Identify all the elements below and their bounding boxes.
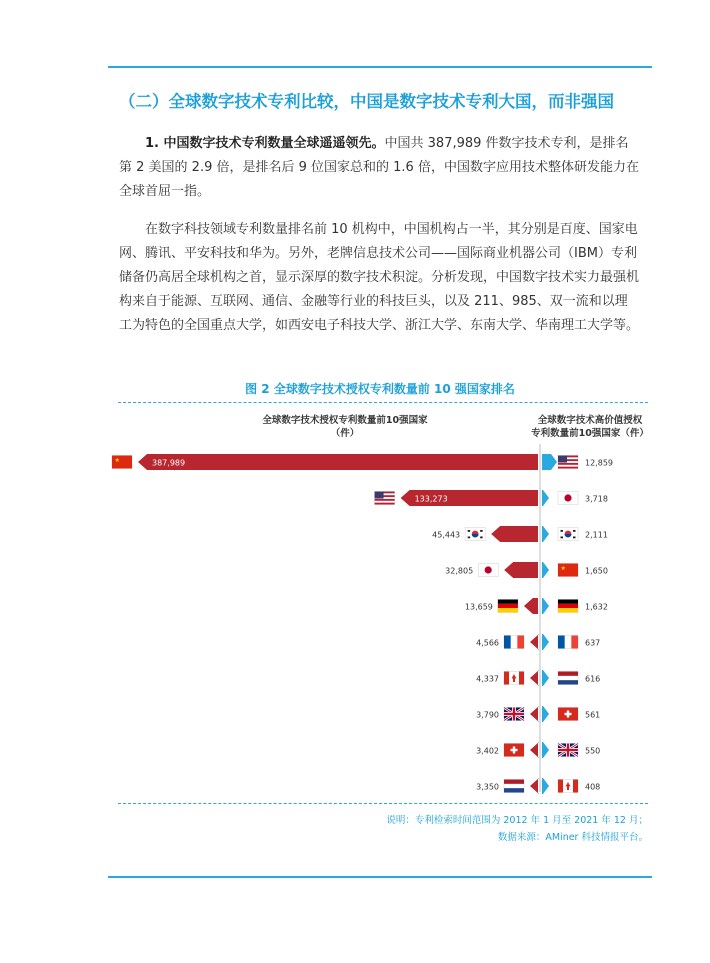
right-bar-row — [542, 670, 600, 686]
figure-top-dashed-line — [118, 402, 648, 403]
left-bar — [530, 634, 539, 650]
flag-gb-icon — [504, 708, 524, 721]
flag-kr-icon — [465, 528, 485, 541]
right-bar-row — [542, 454, 613, 470]
section-heading: （二）全球数字技术专利比较，中国是数字技术专利大国，而非强国 — [119, 92, 614, 111]
right-bar-row — [542, 778, 600, 794]
flag-cn-icon — [558, 564, 578, 577]
right-bar-value-label: 550 — [585, 746, 601, 756]
flag-kr-icon — [558, 528, 578, 541]
right-bar — [542, 490, 549, 506]
left-bar-value-label: 13,659 — [464, 602, 493, 612]
patent-ranking-chart — [0, 440, 710, 800]
right-bar-row — [542, 562, 608, 578]
figure-title: 图 2 全球数字技术授权专利数量前 10 强国家排名 — [245, 382, 515, 396]
left-bar-value-label: 4,566 — [476, 638, 499, 648]
right-bar-row — [542, 634, 600, 650]
right-column-header-line1: 全球数字技术高价值授权 — [537, 415, 643, 426]
right-bar — [542, 706, 549, 722]
right-bar-value-label: 2,111 — [585, 530, 608, 540]
right-bar — [542, 778, 549, 794]
flag-jp-icon — [558, 492, 578, 505]
right-bar-row — [542, 526, 608, 542]
left-bar — [530, 706, 539, 722]
left-bar-row — [476, 634, 539, 650]
right-bar-value-label: 561 — [585, 710, 601, 720]
flag-us-icon — [558, 456, 578, 469]
right-bar — [542, 526, 549, 542]
left-bar-row — [432, 526, 538, 542]
left-column-header-line2: （件） — [330, 428, 360, 439]
left-bar — [138, 454, 538, 470]
left-bar — [524, 598, 538, 614]
left-bar — [530, 670, 539, 686]
flag-fr-icon — [504, 636, 524, 649]
right-bar — [542, 742, 549, 758]
right-bar — [542, 670, 549, 686]
left-bar-row — [112, 454, 538, 470]
left-bar-value-label: 3,790 — [476, 710, 499, 720]
right-bar-row — [542, 598, 608, 614]
left-bar-value-label: 45,443 — [432, 530, 461, 540]
left-bar — [530, 742, 539, 758]
flag-ch-icon — [558, 708, 578, 721]
flag-fr-icon — [558, 636, 578, 649]
left-bar-row — [465, 598, 538, 614]
right-bar — [542, 454, 557, 470]
right-bar-value-label: 3,718 — [585, 494, 608, 504]
right-bar-value-label: 1,650 — [585, 566, 608, 576]
figure-note-line2: 数据来源：AMiner 科技情报平台。 — [497, 832, 648, 843]
left-column-header — [240, 414, 450, 440]
flag-nl-icon — [558, 672, 578, 685]
paragraph-1-text: 中国共 387,989 件数字技术专利，是排名第 2 美国的 2.9 倍，是排名后 9 位国家总和的 1.6 倍，中国数字应用技术整体研发能力在全球首屈一指。 — [119, 136, 639, 199]
right-bar — [542, 598, 549, 614]
figure-note-line1: 说明：专利检索时间范围为 2012 年 1 月至 2021 年 12 月； — [386, 815, 648, 826]
right-column-header — [515, 414, 665, 440]
right-bar-value-label: 637 — [585, 638, 601, 648]
flag-jp-icon — [478, 564, 498, 577]
left-bar-value-label: 133,273 — [414, 494, 448, 504]
right-bar-row — [542, 706, 600, 722]
right-bar-row — [542, 742, 600, 758]
flag-gb-icon — [558, 744, 578, 757]
flag-nl-icon — [504, 780, 524, 793]
paragraph-1-lead: 1. 中国数字技术专利数量全球遥遥领先。 — [145, 136, 385, 151]
left-bar-row — [476, 778, 539, 794]
paragraph-2 — [119, 218, 639, 338]
left-bar — [504, 562, 538, 578]
left-bar-row — [476, 706, 539, 722]
right-bar-value-label: 616 — [585, 674, 601, 684]
bottom-rule — [108, 876, 652, 878]
left-bar-value-label: 32,805 — [445, 566, 474, 576]
right-bar — [542, 562, 549, 578]
left-bar-value-label: 3,402 — [476, 746, 499, 756]
right-bar-value-label: 1,632 — [585, 602, 608, 612]
left-bar-row — [476, 670, 539, 686]
left-bar-value-label: 4,337 — [476, 674, 499, 684]
svg-text:★: ★ — [114, 457, 120, 464]
right-bar-row — [542, 490, 608, 506]
flag-ca-icon — [504, 672, 524, 685]
right-bar — [542, 634, 549, 650]
flag-de-icon — [558, 600, 578, 613]
flag-ch-icon — [504, 744, 524, 757]
flag-de-icon — [498, 600, 518, 613]
paragraph-1 — [119, 132, 639, 204]
right-column-header-line2: 专利数量前10强国家（件） — [531, 428, 649, 439]
left-bar-row — [445, 562, 538, 578]
right-bar-value-label: 408 — [585, 782, 601, 792]
left-bar-row — [375, 490, 538, 506]
flag-cn-icon — [112, 456, 132, 469]
left-bar-value-label: 387,989 — [152, 458, 186, 468]
flag-ca-icon — [558, 780, 578, 793]
top-rule — [108, 66, 652, 68]
right-bar-value-label: 12,859 — [585, 458, 613, 468]
figure-bottom-dashed-line — [118, 803, 648, 804]
left-bar-value-label: 3,350 — [476, 782, 499, 792]
left-bar — [491, 526, 538, 542]
paragraph-2-text: 在数字科技领域专利数量排名前 10 机构中，中国机构占一半，其分别是百度、国家电网、腾讯、平安科技和华为。另外，老牌信息技术公司——国际商业机器公司（IBM）专利储备仍高居全球机构之首，显示深厚的数字技术积淀。分析发现，中国数字技术实力最强机构来自于能源、互联网、通信、金融等行业的科技巨头，以及 211、985、双一流和以理工为特色的全国重点大学，如西安电子科技大学、浙江大学、东南大学、华南理工大学等。 — [119, 222, 640, 333]
svg-text:★: ★ — [560, 565, 566, 572]
left-bar — [530, 778, 539, 794]
left-bar-row — [476, 742, 539, 758]
left-column-header-line1: 全球数字技术授权专利数量前10强国家 — [262, 415, 428, 426]
flag-us-icon — [375, 492, 395, 505]
